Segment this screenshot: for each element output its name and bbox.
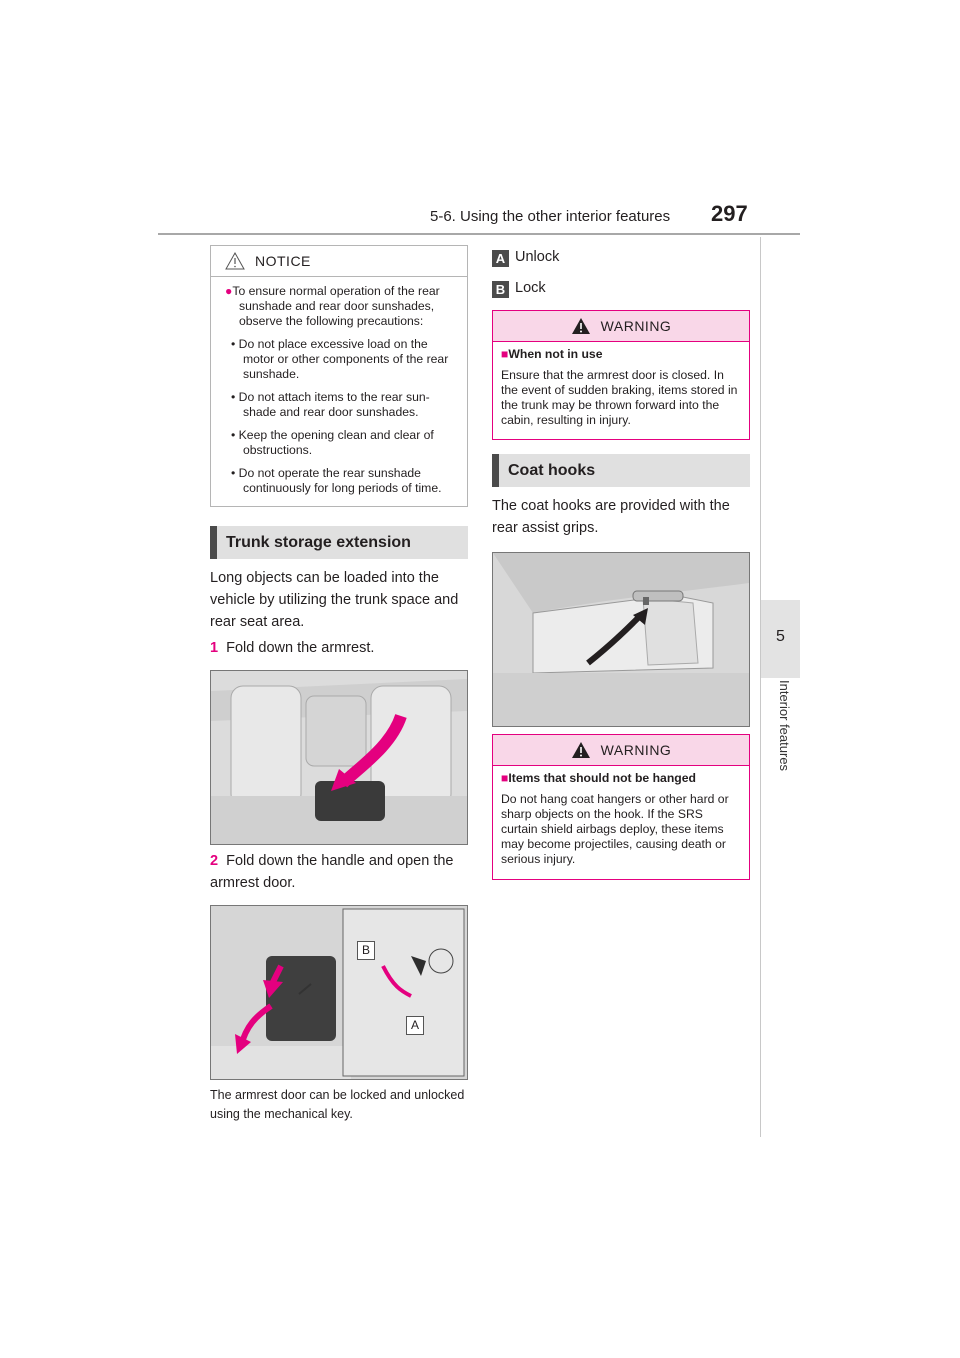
armrest-caption: The armrest door can be locked and unlocked using the mechanical key. xyxy=(210,1088,465,1121)
legend-text-b: Lock xyxy=(515,280,546,296)
armrest-fold-illustration xyxy=(211,671,467,844)
section-title: 5-6. Using the other interior features xyxy=(430,208,671,225)
warning-text: Do not hang coat hangers or other hard or sharp objects on the hook. If the SRS curtain shield airbags deploy, these items may become projectiles, causing death or serious injury. xyxy=(501,792,729,866)
chapter-label: Interior features xyxy=(777,680,792,772)
legend-letter-a: A xyxy=(492,250,509,267)
notice-bullet: • Do not place excessive load on the motor or other components of the rear sunshade. xyxy=(231,337,449,381)
warning-title: WARNING xyxy=(600,318,672,334)
header-rule xyxy=(158,233,800,235)
armrest-fold-image xyxy=(210,670,468,845)
notice-bullet: • Do not attach items to the rear sun-shade and rear door sunshades. xyxy=(231,390,430,419)
page-number: 297 xyxy=(711,201,748,226)
coat-hooks-heading: Coat hooks xyxy=(492,454,750,487)
coat-hook-image xyxy=(492,552,750,727)
warning-header xyxy=(493,311,749,342)
warning-subtitle: ■Items that should not be hanged xyxy=(501,771,696,785)
notice-title: NOTICE xyxy=(255,253,311,269)
notice-intro: ●To ensure normal operation of the rear sunshade and rear door sunshades, observe the following precautions: xyxy=(225,284,440,328)
chapter-number: 5 xyxy=(776,628,785,645)
warning-subtitle: ■When not in use xyxy=(501,347,603,361)
legend-letter-b: B xyxy=(492,281,509,298)
caution-triangle-icon xyxy=(225,252,245,270)
step-2: 2 Fold down the handle and open the armrest door. xyxy=(210,853,454,891)
coat-hook-illustration xyxy=(493,553,749,726)
notice-bullet: • Do not operate the rear sunshade continuously for long periods of time. xyxy=(231,466,442,495)
coat-hooks-intro: The coat hooks are provided with the rear assist grips. xyxy=(492,498,730,536)
armrest-door-image xyxy=(210,905,468,1080)
warning-title: WARNING xyxy=(600,742,672,758)
warning-triangle-icon xyxy=(571,741,591,759)
legend-text-a: Unlock xyxy=(515,249,560,265)
notice-box xyxy=(210,245,468,507)
armrest-door-illustration xyxy=(211,906,467,1079)
warning-triangle-icon xyxy=(571,317,591,335)
warning-box-armrest xyxy=(492,310,750,440)
notice-bullet: • Keep the opening clean and clear of obstructions. xyxy=(231,428,434,457)
warning-box-coat-hook xyxy=(492,734,750,880)
warning-text: Ensure that the armrest door is closed. In the event of sudden braking, items stored in the trunk may be thrown forward into the cabin, resulting in injury. xyxy=(501,368,738,427)
trunk-intro: Long objects can be loaded into the vehicle by utilizing the trunk space and rear seat area. xyxy=(210,570,459,630)
callout-a: A xyxy=(406,1016,424,1035)
trunk-storage-heading: Trunk storage extension xyxy=(210,526,468,559)
warning-header xyxy=(493,735,749,766)
notice-header xyxy=(211,246,467,277)
callout-b: B xyxy=(357,941,375,960)
step-1: 1 Fold down the armrest. xyxy=(210,640,375,656)
side-tab-divider xyxy=(760,237,761,1137)
